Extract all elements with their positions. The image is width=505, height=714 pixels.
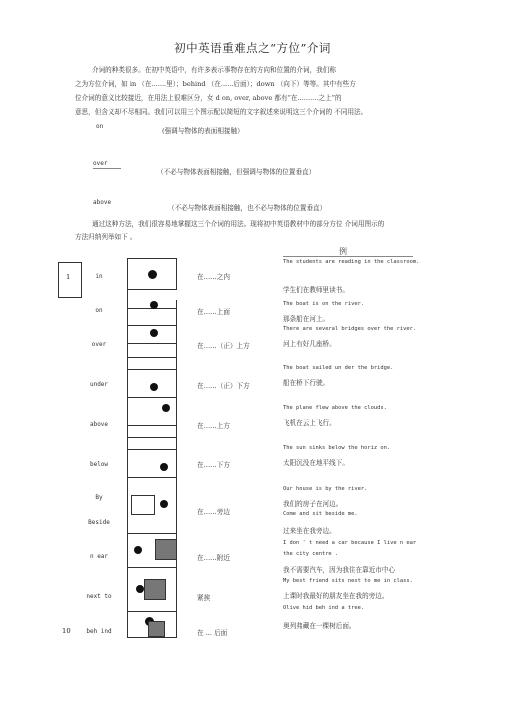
intro-line-1: 介词的种类很多。在初中英语中，有许多表示事物存在的方向和位置的介词，我们称 — [92, 66, 336, 74]
box-shape — [148, 621, 165, 637]
surface-line — [128, 369, 176, 370]
example-cn-by: 我们的房子在河边。 — [283, 500, 343, 508]
example-en-by: Our house is by the river. — [283, 486, 368, 492]
example-cn-on: 那条船在河上。 — [283, 315, 330, 323]
example-cn-below: 太阳沉没在地平线下。 — [283, 459, 349, 467]
example-en-in: The students are reading in the classroom. — [283, 259, 420, 265]
surface-line — [128, 343, 176, 344]
meaning-under: 在……（正）下方 — [197, 382, 250, 390]
ball-icon — [134, 546, 142, 554]
diagram-behind — [127, 612, 177, 638]
def-text-on: (强调与物体的表面相接触） — [162, 127, 244, 135]
example-en-under: The boat sailed un der the bridge. — [283, 365, 394, 371]
diagram-under — [127, 358, 177, 398]
summary-line-2: 方法归纳列举如下 。 — [75, 233, 137, 241]
box-shape — [144, 579, 166, 600]
example-en-above: The plane flew above the clouds. — [283, 405, 387, 411]
meaning-above: 在……上方 — [197, 422, 230, 430]
ball-icon — [160, 463, 168, 471]
ball-icon — [162, 404, 170, 412]
example-cn-over: 河上有好几座桥。 — [283, 340, 336, 348]
ball-icon — [150, 329, 158, 337]
diagram-in — [127, 258, 177, 290]
row-number-last: 10 — [62, 627, 71, 635]
example-header: 例 — [339, 247, 347, 256]
diagram-over — [127, 326, 177, 358]
diagram-above — [127, 398, 177, 438]
def-term-above: above — [93, 199, 112, 206]
def-term-on: on — [96, 123, 104, 130]
prep-by: By — [95, 494, 103, 501]
meaning-on: 在……上面 — [197, 308, 230, 316]
page-title: 初中英语重难点之“方位”介词 — [174, 41, 331, 55]
example-cn-behind: 奥列弗藏在一棵树后面。 — [283, 622, 356, 630]
def-text-above: （不必与物体表面相接触，也不必与物体的位置垂直） — [168, 204, 327, 212]
prep-above: above — [89, 421, 109, 428]
box-shape — [155, 539, 177, 560]
example-en-beside: Come and sit beside me. — [283, 511, 358, 517]
ball-icon — [150, 383, 158, 391]
meaning-near: 在……附近 — [197, 554, 230, 562]
example-cn-above: 飞机在云上飞行。 — [283, 419, 336, 427]
intro-line-4: 意思，但含义却不尽相同。我们可以用三个图示配以简短的文字叙述来说明这三个介词的 不同用法。 — [75, 108, 368, 116]
row-number-first: 1 — [66, 273, 71, 281]
ball-icon — [160, 500, 168, 508]
example-en-behind: Olive hid beh ind a tree. — [283, 605, 365, 611]
prep-below: below — [89, 461, 109, 468]
diagram-next-to — [127, 568, 177, 612]
prep-in: in — [95, 273, 103, 280]
prep-behind: beh ind — [86, 628, 112, 635]
meaning-below: 在……下方 — [197, 461, 230, 469]
example-en-over: There are several bridges over the river. — [283, 326, 417, 332]
example-cn-near: 我不需要汽车，因为我住在靠近市中心 — [283, 566, 396, 574]
ball-icon — [148, 270, 157, 279]
meaning-beside: 在……旁边 — [197, 508, 230, 516]
surface-line — [128, 449, 176, 450]
meaning-in: 在……之内 — [197, 273, 230, 281]
example-en-next-to: My best friend sits next to me in class. — [283, 578, 413, 584]
prep-over: over — [91, 341, 107, 348]
intro-line-2: 之为方位介词，如 in （在.......里）；behind （在......后面）；down （向下）等等。其中有些方 — [75, 80, 356, 88]
box-shape — [131, 495, 155, 515]
def-text-over: （不必与物体表面相接触，但强调与物体的位置垂直） — [157, 168, 316, 176]
example-cn-next-to: 上课时我最好的朋友坐在我的旁边。 — [283, 592, 389, 600]
ball-icon — [150, 301, 158, 309]
diagram-below — [127, 438, 177, 478]
diagram-on — [127, 300, 177, 326]
prep-beside: Beside — [88, 519, 110, 526]
example-en-on: The boat is on the river. — [283, 301, 365, 307]
prep-on: on — [95, 307, 103, 314]
example-cn-beside: 过来坐在我旁边。 — [283, 527, 336, 535]
header-rule — [283, 256, 413, 257]
example-cn-in: 学生们在教师里读书。 — [283, 286, 349, 294]
def-term-over: over — [93, 160, 108, 167]
prep-under: under — [89, 381, 109, 388]
meaning-next-to: 紧挨 — [197, 594, 211, 602]
example-cn-under: 船在桥下行驶。 — [283, 379, 330, 387]
surface-line — [128, 425, 176, 426]
meaning-over: 在……（正）上方 — [197, 342, 250, 350]
prep-near: n ear — [89, 553, 109, 560]
over-diagram-line — [93, 168, 121, 169]
meaning-behind: 在 ... 后面 — [197, 629, 228, 637]
example-en-near: I don ' t need a car because I live n ear the city centre . — [283, 540, 417, 557]
prep-next-to: next to — [86, 593, 112, 600]
intro-line-3: 位介词的意义比较接近，在用法上很难区分，女 d on, over, above 都有“在..........之上”的 — [75, 94, 342, 102]
diagram-near — [127, 534, 177, 568]
diagram-beside — [127, 478, 177, 534]
ball-icon — [136, 585, 144, 593]
summary-line-1: 通过这种方法，我们很容易地掌握这三个介词的用法。现将初中英语教材中的部分方位 介词用图示的 — [92, 220, 385, 228]
example-en-below: The sun sinks below the horiz on. — [283, 445, 391, 451]
